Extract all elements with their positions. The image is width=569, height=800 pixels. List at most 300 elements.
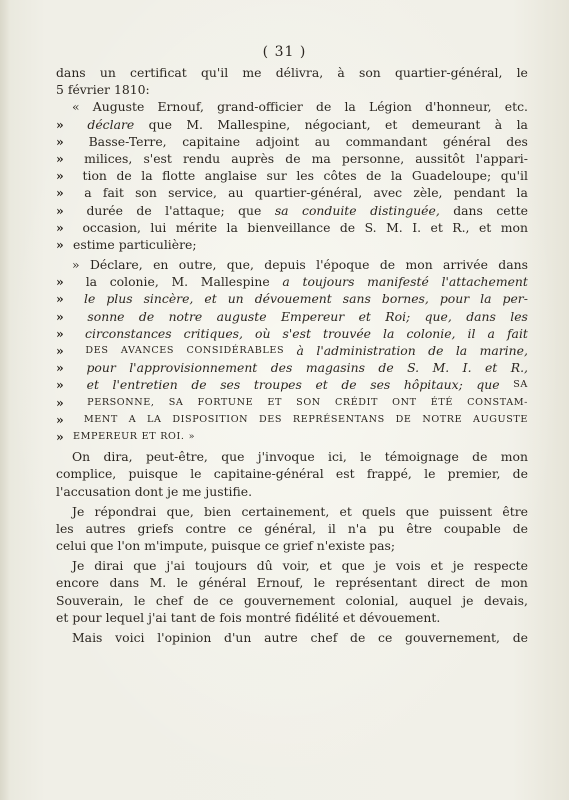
word: au xyxy=(228,185,244,201)
word: de xyxy=(366,168,382,184)
word: FORTUNE xyxy=(197,396,254,408)
word: colonie, xyxy=(406,325,456,341)
word: des xyxy=(270,360,293,376)
word: le xyxy=(84,291,96,307)
word: son xyxy=(358,65,381,80)
word: de xyxy=(341,377,357,393)
word: les xyxy=(56,520,74,536)
word: un xyxy=(227,291,244,307)
word: ET xyxy=(267,396,282,408)
word: puisque xyxy=(128,466,178,482)
word: de xyxy=(136,202,152,218)
word: ce xyxy=(219,592,234,608)
word: circonstances xyxy=(85,325,172,341)
word: en xyxy=(153,257,169,273)
word: M. xyxy=(386,219,403,235)
text-line xyxy=(56,64,528,81)
word: de xyxy=(378,360,394,376)
text-line xyxy=(56,342,528,359)
quote-mark: » xyxy=(56,150,64,166)
word: la xyxy=(480,291,492,307)
word: magasins xyxy=(305,360,365,376)
word: fait xyxy=(506,325,528,341)
word: que, xyxy=(424,308,452,324)
word: de xyxy=(512,630,528,645)
word: REPRÉSENTANS xyxy=(292,413,385,425)
text-line xyxy=(56,537,528,554)
word: sonne xyxy=(87,308,125,324)
word: j'ai xyxy=(166,558,186,574)
word: auquel xyxy=(409,592,452,608)
quote-mark: » xyxy=(56,274,64,290)
body-text xyxy=(56,64,528,646)
word: et xyxy=(319,558,332,574)
word: colonie, xyxy=(109,274,159,290)
word: justifie. xyxy=(205,483,253,499)
word: de xyxy=(138,308,155,324)
word: la xyxy=(516,116,528,132)
word: à xyxy=(494,116,503,132)
word: n'a xyxy=(347,520,367,536)
word: la xyxy=(226,219,238,235)
word: M. xyxy=(432,360,450,376)
word: n'existe xyxy=(316,538,366,554)
word: critiques, xyxy=(183,325,243,341)
word: S. xyxy=(364,219,377,235)
word: bienveillance xyxy=(247,219,331,235)
quote-mark: » xyxy=(56,185,64,201)
word: Légion xyxy=(368,99,412,115)
word: flotte xyxy=(162,168,196,184)
word: et xyxy=(342,609,356,625)
word: il xyxy=(467,325,476,341)
word: fidélité xyxy=(295,609,339,625)
word: à xyxy=(296,343,304,358)
word: certificat xyxy=(130,65,187,80)
word: que, xyxy=(226,257,254,273)
word: et xyxy=(339,503,352,519)
word: Auguste xyxy=(92,99,145,115)
word: colonial, xyxy=(345,592,399,608)
text-line xyxy=(56,465,528,482)
word: et xyxy=(204,291,217,307)
word: 1810: xyxy=(113,82,150,98)
word: DES xyxy=(259,413,283,425)
word: puissent xyxy=(439,503,493,519)
word: le xyxy=(516,65,528,80)
word: général xyxy=(198,575,247,591)
word: répondrai xyxy=(94,503,157,519)
word: voici xyxy=(115,630,145,645)
word: que xyxy=(133,558,157,574)
quote-mark: » xyxy=(56,377,64,393)
word: je xyxy=(462,592,474,608)
word: EMPEREUR xyxy=(73,430,138,442)
word: pour xyxy=(86,360,116,376)
word: quels xyxy=(362,503,396,519)
word: outre, xyxy=(178,257,217,273)
word: R., xyxy=(510,360,528,376)
word: la xyxy=(516,185,528,201)
text-line xyxy=(56,574,528,591)
word: encore xyxy=(56,575,99,591)
word: ici, xyxy=(328,449,347,465)
word: dira, xyxy=(103,449,133,465)
word: A xyxy=(128,413,137,425)
word: l'opinion xyxy=(157,630,212,645)
word: côtes xyxy=(323,168,357,184)
word: dirai xyxy=(94,558,124,574)
word: bien xyxy=(204,503,232,519)
text-line xyxy=(56,376,528,393)
text-line xyxy=(56,116,528,133)
word: Ernouf, xyxy=(157,99,204,115)
quote-mark: » xyxy=(56,411,64,427)
word: SA xyxy=(513,379,528,391)
text-line xyxy=(56,273,528,290)
word: représentant xyxy=(335,575,417,591)
word: que xyxy=(405,503,430,519)
word: On xyxy=(72,449,91,465)
word: manifesté xyxy=(367,274,429,290)
word: m'impute, xyxy=(144,538,208,554)
quote-mark: » xyxy=(56,360,64,376)
text-line xyxy=(56,256,528,273)
quote-mark: » xyxy=(56,116,64,132)
word: pendant xyxy=(453,185,506,201)
word: commandant xyxy=(345,133,428,149)
word: délivra, xyxy=(275,65,324,80)
word: DES xyxy=(85,345,109,356)
word: le xyxy=(176,575,188,591)
word: « xyxy=(72,99,80,115)
word: quartier-général, xyxy=(254,185,363,201)
word: la xyxy=(85,274,98,290)
word: est xyxy=(335,466,355,482)
word: Mais xyxy=(72,630,103,645)
word: » xyxy=(72,257,80,273)
word: auprès xyxy=(231,150,275,166)
word: de xyxy=(512,520,528,536)
word: Empereur xyxy=(280,308,345,324)
word: milices, xyxy=(84,150,133,166)
word: complice, xyxy=(56,466,117,482)
word: voir, xyxy=(282,558,310,574)
word: respecte xyxy=(473,558,528,574)
word: me xyxy=(182,483,202,499)
word: être xyxy=(502,503,528,519)
word: mon xyxy=(500,219,528,235)
word: capitaine xyxy=(182,133,241,149)
word: je xyxy=(374,558,386,574)
word: général, xyxy=(264,520,317,536)
text-line xyxy=(56,219,528,236)
word: au xyxy=(314,133,331,149)
word: NOTRE xyxy=(422,413,463,425)
text-line xyxy=(56,150,528,167)
word: l'administration xyxy=(316,343,416,358)
text-line xyxy=(56,202,528,219)
word: témoignage xyxy=(384,449,459,465)
word: me xyxy=(242,65,262,80)
word: de xyxy=(350,630,366,645)
quote-mark: » xyxy=(56,428,64,444)
quote-mark: » xyxy=(56,308,64,324)
word: à xyxy=(337,65,345,80)
word: Mallespine, xyxy=(217,116,291,132)
word: grand-officier xyxy=(217,99,303,115)
text-line xyxy=(56,394,528,411)
word: son xyxy=(135,185,157,201)
word: de xyxy=(428,343,444,358)
word: je xyxy=(452,558,464,574)
word: fait xyxy=(102,185,124,201)
word: de xyxy=(285,150,301,166)
word: négociant, xyxy=(304,116,371,132)
word: MENT xyxy=(83,413,118,425)
word: Mallespine xyxy=(200,274,270,290)
word: PERSONNE, xyxy=(87,396,155,408)
word: la xyxy=(383,325,395,341)
word: frappé, xyxy=(366,466,412,482)
word: s'est xyxy=(143,150,172,166)
word: estime xyxy=(73,236,115,252)
text-line xyxy=(56,629,528,646)
word: ce xyxy=(238,520,253,536)
word: notre xyxy=(168,308,203,324)
word: SON xyxy=(296,396,321,408)
word: AUGUSTE xyxy=(473,413,528,425)
word: de xyxy=(191,377,207,393)
text-line xyxy=(56,411,528,428)
word: dans xyxy=(466,308,496,324)
word: un xyxy=(99,65,116,80)
word: ÉTÉ xyxy=(430,396,453,408)
word: ET xyxy=(141,430,157,442)
word: durée xyxy=(86,202,123,218)
word: rendu xyxy=(182,150,221,166)
text-line xyxy=(56,81,528,98)
word: montré xyxy=(245,609,292,625)
word: fois xyxy=(219,609,242,625)
word: toujours xyxy=(194,558,247,574)
word: et xyxy=(430,219,443,235)
text-line xyxy=(56,428,528,445)
word: sans xyxy=(342,291,371,307)
word: ROI. xyxy=(160,430,185,442)
word: Roi; xyxy=(385,308,411,324)
word: premier, xyxy=(447,466,501,482)
word: pour xyxy=(439,291,470,307)
word: distinguée, xyxy=(370,202,440,218)
text-line xyxy=(56,483,528,500)
word: Déclare, xyxy=(89,257,143,273)
word: les xyxy=(296,168,314,184)
text-line xyxy=(56,609,528,626)
word: cette xyxy=(496,202,528,218)
word: et xyxy=(478,219,492,235)
word: l'appari- xyxy=(475,150,528,166)
quote-mark: » xyxy=(56,394,64,410)
text-line xyxy=(56,167,528,184)
word: et xyxy=(86,377,99,393)
word: coupable xyxy=(443,520,501,536)
word: mon xyxy=(500,575,528,591)
word: auguste xyxy=(216,308,267,324)
word: lui xyxy=(150,219,167,235)
word: S. xyxy=(407,360,420,376)
word: dans xyxy=(498,257,528,273)
word: autres xyxy=(85,520,126,536)
word: sur xyxy=(266,168,287,184)
word: CONSIDÉRABLES xyxy=(186,345,285,356)
word: que xyxy=(221,449,245,465)
word: de xyxy=(474,575,491,591)
word: griefs xyxy=(137,520,174,536)
word: demeurant xyxy=(411,116,481,132)
word: gouvernement, xyxy=(405,630,500,645)
word: le xyxy=(190,466,202,482)
word: le xyxy=(424,466,436,482)
word: trouvée xyxy=(322,325,371,341)
word: mon xyxy=(405,257,433,273)
word: la xyxy=(141,168,153,184)
word: » xyxy=(188,430,196,442)
word: de xyxy=(512,466,528,482)
word: ONT xyxy=(392,396,417,408)
word: sincère, xyxy=(143,291,194,307)
word: l'accusation xyxy=(56,483,131,499)
word: j'ai xyxy=(148,609,167,625)
word: où xyxy=(255,325,271,341)
word: dans xyxy=(56,65,86,80)
text-line xyxy=(56,133,528,150)
word: qu'il xyxy=(200,65,229,80)
word: avec xyxy=(373,185,403,201)
word: 5 xyxy=(56,82,64,98)
word: et xyxy=(358,308,371,324)
page-number: ( 31 ) xyxy=(262,44,307,60)
word: qu'il xyxy=(500,168,528,184)
word: février xyxy=(67,82,110,98)
word: ses xyxy=(370,377,391,393)
word: de xyxy=(116,168,132,184)
word: zèle, xyxy=(413,185,443,201)
word: l'attachement xyxy=(441,274,528,290)
word: mérite xyxy=(175,219,218,235)
word: d'honneur, xyxy=(425,99,492,115)
quote-mark: » xyxy=(56,202,64,218)
word: pour xyxy=(72,609,102,625)
text-line xyxy=(56,557,528,574)
word: et xyxy=(384,116,398,132)
word: Ernouf, xyxy=(256,575,304,591)
text-line xyxy=(56,448,528,465)
quote-mark: » xyxy=(56,343,64,358)
word: chef xyxy=(310,630,338,645)
quote-mark: » xyxy=(56,168,64,184)
word: que xyxy=(341,558,365,574)
word: dans xyxy=(453,202,483,218)
word: dévouement xyxy=(254,291,332,307)
word: conduite xyxy=(302,202,357,218)
word: M. xyxy=(186,116,203,132)
word: dévouement. xyxy=(359,609,441,625)
word: personne, xyxy=(341,150,405,166)
word: l'attaque; xyxy=(165,202,225,218)
word: l'entretien xyxy=(112,377,178,393)
word: contre xyxy=(185,520,227,536)
word: le xyxy=(134,592,146,608)
word: de xyxy=(472,449,488,465)
word: et xyxy=(56,609,69,625)
word: mon xyxy=(500,449,528,465)
word: ses xyxy=(220,377,241,393)
word: DISPOSITION xyxy=(172,413,249,425)
word: grief xyxy=(283,538,313,554)
word: j'invoque xyxy=(257,449,315,465)
quote-mark: » xyxy=(56,133,64,149)
word: déclare xyxy=(87,116,135,132)
word: et xyxy=(430,558,443,574)
word: et xyxy=(315,377,328,393)
word: I. xyxy=(412,219,422,235)
word: anglaise xyxy=(204,168,257,184)
word: toujours xyxy=(302,274,355,290)
word: de xyxy=(200,609,216,625)
word: de xyxy=(193,592,209,608)
word: l'approvisionnement xyxy=(129,360,258,376)
word: chef xyxy=(155,592,183,608)
word: général xyxy=(442,133,491,149)
word: dans xyxy=(109,575,140,591)
word: occasion, xyxy=(82,219,141,235)
word: sa xyxy=(274,202,289,218)
word: Guadeloupe; xyxy=(411,168,492,184)
quote-mark: » xyxy=(56,236,64,252)
word: M. xyxy=(149,575,167,591)
word: de xyxy=(379,257,396,273)
word: l'on xyxy=(117,538,141,554)
text-line xyxy=(56,325,528,342)
word: ce xyxy=(378,630,393,645)
word: s'est xyxy=(282,325,311,341)
page-fold-shadow xyxy=(0,0,10,800)
word: d'un xyxy=(224,630,252,645)
word: adjoint xyxy=(255,133,300,149)
word: SA xyxy=(168,396,184,408)
word: LA xyxy=(147,413,162,425)
word: pu xyxy=(378,520,395,536)
word: tant xyxy=(170,609,197,625)
word: les xyxy=(510,308,528,324)
word: que, xyxy=(166,503,194,519)
text-line xyxy=(56,359,528,376)
word: je xyxy=(167,483,179,499)
word: quartier-général, xyxy=(394,65,503,80)
text-line xyxy=(56,98,528,115)
word: a xyxy=(282,274,290,290)
word: pas; xyxy=(369,538,395,554)
word: lequel xyxy=(105,609,145,625)
word: que xyxy=(238,202,262,218)
word: I. xyxy=(462,360,472,376)
word: il xyxy=(327,520,336,536)
word: puisque xyxy=(211,538,261,554)
quote-mark: » xyxy=(56,291,64,307)
text-line xyxy=(56,592,528,609)
word: service, xyxy=(168,185,217,201)
